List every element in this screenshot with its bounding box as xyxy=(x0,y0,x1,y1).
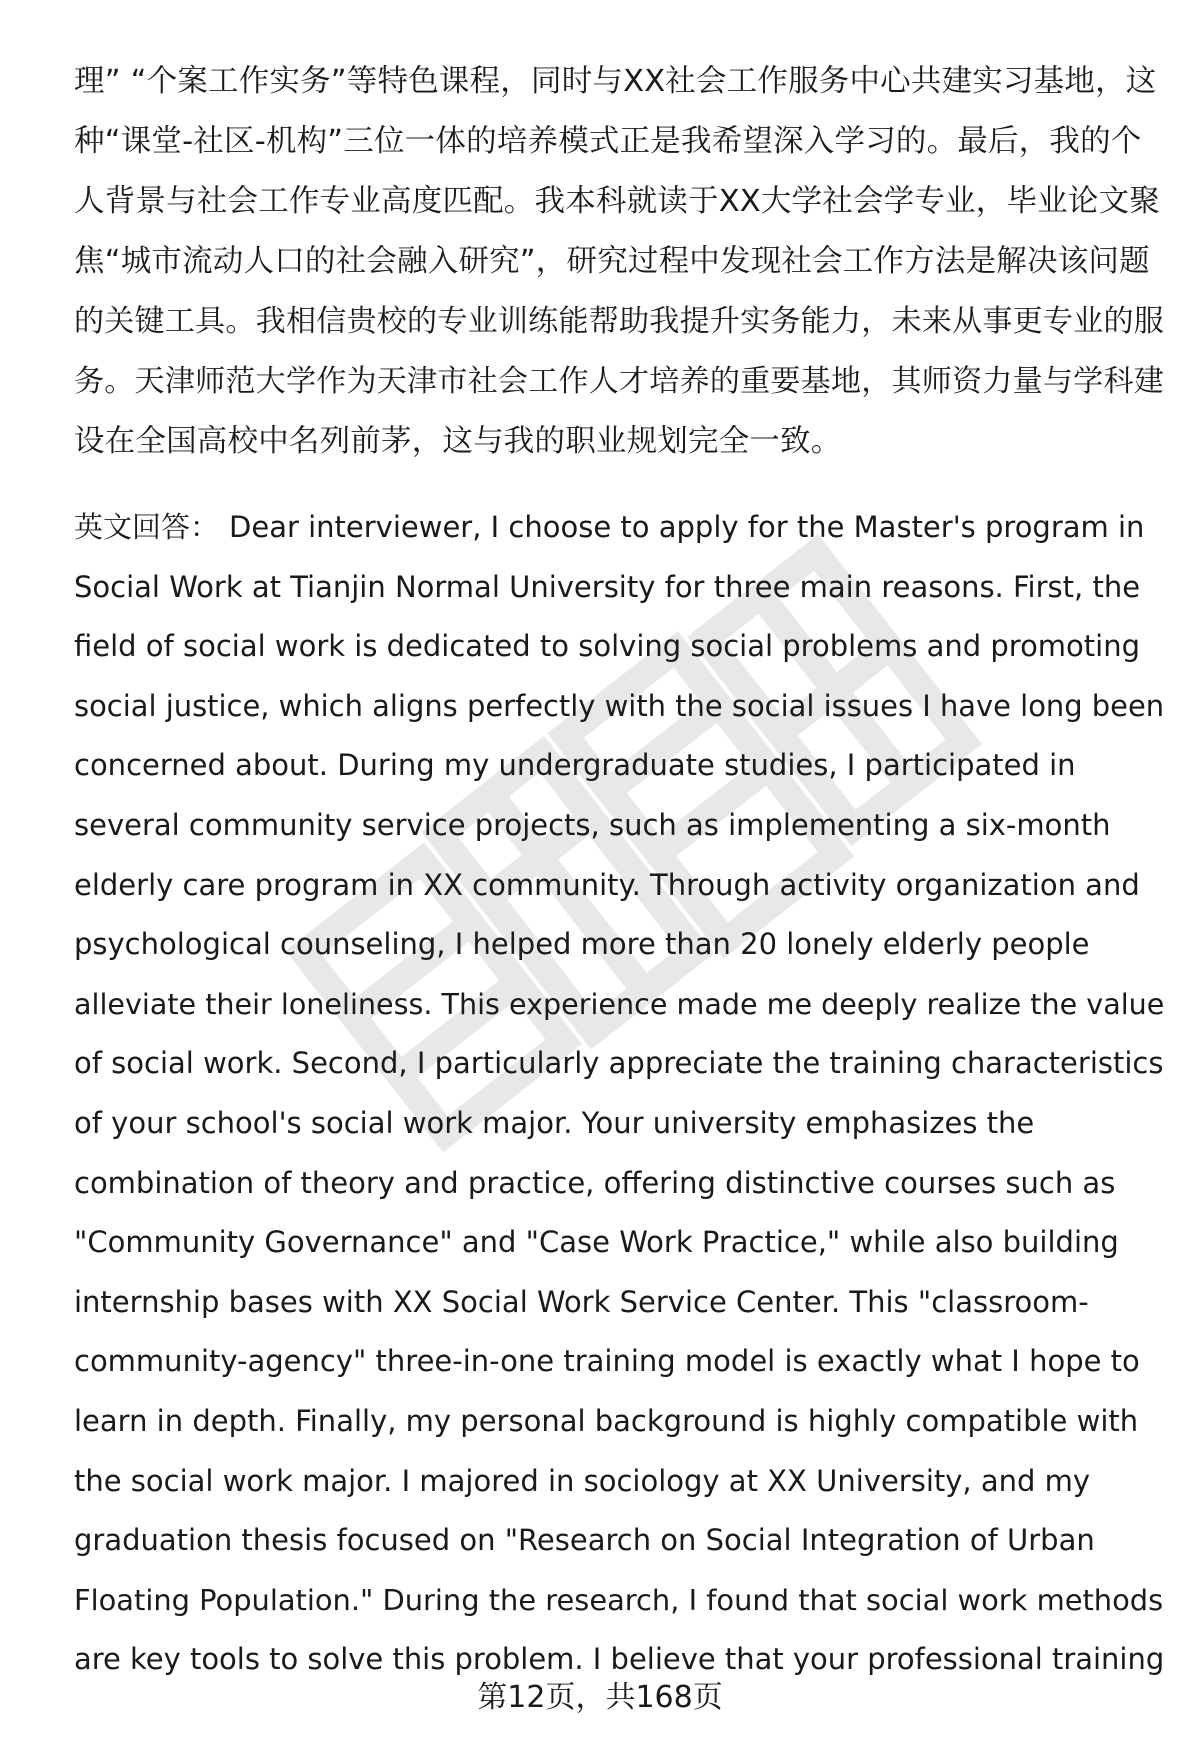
text-line: the social work major. I majored in sociology at XX University, and my xyxy=(74,1463,1091,1498)
text-line: of your school's social work major. Your university emphasizes the xyxy=(74,1105,1035,1140)
text-line: community-agency" three-in-one training model is exactly what I hope to xyxy=(74,1344,1140,1379)
text-line: 理” “个案工作实务”等特色课程，同时与XX社会工作服务中心共建实习基地，这 xyxy=(74,64,1157,99)
text-line: internship bases with XX Social Work Service Center. This "classroom- xyxy=(74,1284,1089,1319)
text-line: 焦“城市流动人口的社会融入研究”，研究过程中发现社会工作方法是解决该问题 xyxy=(74,244,1150,279)
text-line: Floating Population." During the research, I found that social work methods xyxy=(74,1582,1164,1617)
text-line: learn in depth. Finally, my personal background is highly compatible with xyxy=(74,1403,1139,1438)
document-body xyxy=(74,52,1164,1690)
text-line: social justice, which aligns perfectly with the social issues I have long been xyxy=(74,688,1165,723)
text-line: field of social work is dedicated to solving social problems and promoting xyxy=(74,629,1141,664)
text-line: 人背景与社会工作专业高度匹配。我本科就读于XX大学社会学专业，毕业论文聚 xyxy=(74,184,1160,219)
text-line: 设在全国高校中名列前茅，这与我的职业规划完全一致。 xyxy=(74,424,842,459)
english-answer-paragraph xyxy=(74,498,1164,1690)
text-line: elderly care program in XX community. Through activity organization and xyxy=(74,867,1140,902)
text-line xyxy=(74,498,1164,558)
text-line: psychological counseling, I helped more than 20 lonely elderly people xyxy=(74,927,1090,962)
text-line: are key tools to solve this problem. I believe that your professional training xyxy=(74,1642,1165,1677)
text-line: 的关键工具。我相信贵校的专业训练能帮助我提升实务能力，未来从事更专业的服 xyxy=(74,304,1165,339)
text-line: graduation thesis focused on "Research on Social Integration of Urban xyxy=(74,1523,1095,1558)
text-line: "Community Governance" and "Case Work Practice," while also building xyxy=(74,1225,1119,1260)
text-line: concerned about. During my undergraduate studies, I participated in xyxy=(74,748,1076,783)
text-line-content: Dear interviewer, I choose to apply for the Master's program in xyxy=(229,510,1145,544)
text-line: combination of theory and practice, offering distinctive courses such as xyxy=(74,1165,1116,1200)
text-line: 务。天津师范大学作为天津市社会工作人才培养的重要基地，其师资力量与学科建 xyxy=(74,364,1165,399)
text-line: of social work. Second, I particularly appreciate the training characteristics xyxy=(74,1046,1164,1081)
text-line: 种“课堂-社区-机构”三位一体的培养模式正是我希望深入学习的。最后，我的个 xyxy=(74,124,1142,159)
chinese-answer-paragraph xyxy=(74,52,1164,472)
english-answer-label: 英文回答： xyxy=(74,510,220,544)
page-number-footer: 第12页，共168页 xyxy=(477,1680,723,1715)
text-line: several community service projects, such as implementing a six-month xyxy=(74,807,1111,842)
text-line: Social Work at Tianjin Normal University for three main reasons. First, the xyxy=(74,569,1141,604)
text-line: alleviate their loneliness. This experience made me deeply realize the value xyxy=(74,986,1165,1021)
